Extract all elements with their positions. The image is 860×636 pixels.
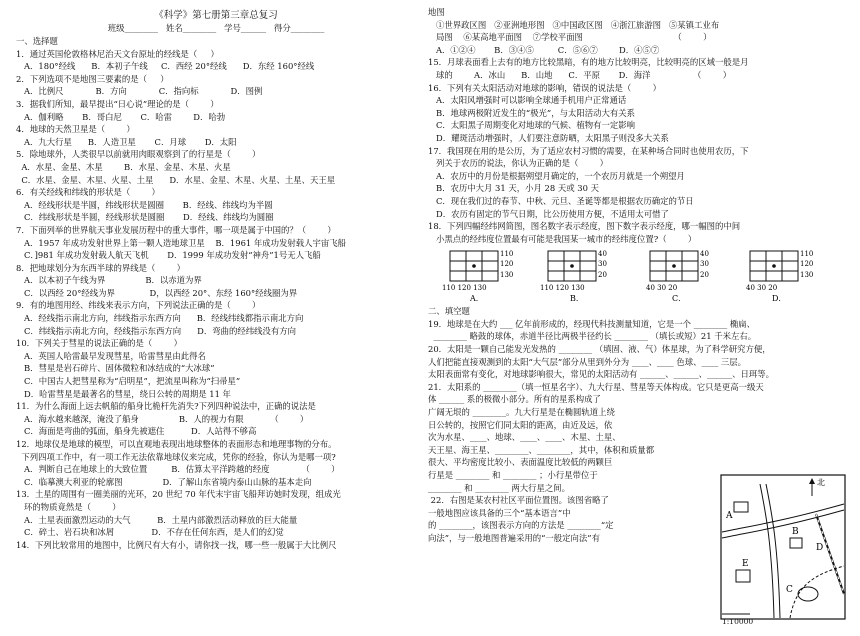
left-line: 2．下列选项不是地图三要素的是（ ） bbox=[16, 73, 169, 84]
map-label-E: E bbox=[742, 559, 749, 569]
right-top-line: C．现在我们过的春节、中秋、元旦、圣诞等都是根据农历确定的节日 bbox=[428, 195, 694, 206]
right-top-line: 球的 A．冰山 B．山地 C．平原 D．海洋 （ ） bbox=[428, 69, 732, 80]
left-line: 10．下列关于彗星的说法正确的是（ ） bbox=[16, 338, 182, 349]
right-column bbox=[428, 6, 850, 545]
right-top-line: 地图 bbox=[428, 7, 445, 17]
right-bottom-line: ________ 和 ________ 两大行星之间。 bbox=[428, 482, 570, 493]
right-bottom-line: 很大、平均密度比较小、表面温度比较低的两颗巨 bbox=[428, 457, 613, 468]
right-top-line: 16．下列有关太阳活动对地球的影响，错误的说法是（ ） bbox=[428, 82, 661, 93]
right-bottom-line: 二、填空题 bbox=[428, 306, 470, 317]
left-line: A．土星表面激烈运动的大气 B．土星内部激烈活动释放的巨大能量 bbox=[16, 514, 298, 525]
map-label-C: C bbox=[786, 585, 793, 595]
svg-text:130: 130 bbox=[500, 271, 514, 280]
right-bottom-line: 太阳表面常有变化，对地球影响很大，常见的太阳活动有 ______、______、______、日珥等。 bbox=[428, 369, 775, 380]
right-top-line: 局图 ⑥某高地平面图 ⑦学校平面图 （ ） bbox=[428, 32, 712, 43]
svg-text:120: 120 bbox=[800, 260, 814, 269]
grid-figures-svg bbox=[428, 247, 848, 305]
map-label-A: A bbox=[726, 511, 733, 521]
grid-A bbox=[442, 250, 513, 292]
north-label: 北 bbox=[817, 478, 825, 487]
svg-text:110: 110 bbox=[500, 250, 514, 259]
left-line: 4．地球的天然卫星是（ ） bbox=[16, 124, 135, 135]
left-line: A．伽利略 B．哥白尼 C．哈雷 D．哈勃 bbox=[16, 111, 226, 122]
left-line: C．纬线指示南北方向，经线指示东西方向 D．弯曲的经纬线没有方向 bbox=[16, 325, 296, 336]
right-bottom-line: 19．地球是在大约 ___ 亿年前形成的，经现代科技测量知道，它是一个 ________ 椭扁、 bbox=[428, 318, 755, 329]
left-line: 12．地球仪是地球的模型，可以直观地表现出地球整体的表面形态和地理事物的分布。 bbox=[16, 439, 337, 449]
right-bottom-line: 人们把能直接观测到的太阳“大气层”部分从里到外分为 ____、____ 色球、____ 三层。 bbox=[428, 356, 747, 367]
lat-long-grid-figures bbox=[428, 247, 850, 304]
right-bottom-line: 日公转的，按照它们同太阳的距离，由近及远，依 bbox=[428, 419, 613, 430]
right-top-line: D．农历有固定的节气日期，比公历使用方便，不适用太可惜了 bbox=[428, 208, 669, 219]
left-line: B．彗星是岩石碎片、固体微粒和冰结成的“大冰球” bbox=[16, 363, 215, 374]
grid-C bbox=[646, 250, 709, 292]
svg-text:20: 20 bbox=[700, 271, 709, 280]
svg-text:30: 30 bbox=[700, 260, 709, 269]
left-line: 14．下列比较常用的地图中，比例尺有大有小，请你找一找，哪一些一般属于大比例尺 bbox=[16, 539, 337, 550]
right-top-line: 18．下列四幅经纬网简图，图名数字表示经度，图下数字表示经度，哪一幅图的中间 bbox=[428, 221, 741, 232]
left-line: A．九大行星 B．人造卫星 C．月球 D．太阳 bbox=[16, 136, 237, 147]
right-bottom-line: 体 ______ 系的极微小部分。所有的星系构成了 bbox=[428, 394, 601, 405]
right-bottom-line: ________ 略鼓的球体，赤道半径比两极半径约长 ________ （填长或短）21 千米左右。 bbox=[428, 331, 757, 342]
svg-text:30: 30 bbox=[598, 260, 607, 269]
left-line: 3．据我们所知，最早提出“日心说”理论的是（ ） bbox=[16, 98, 219, 109]
left-line: C．中国古人把彗星称为“启明星”，把流星叫称为“扫帚星” bbox=[16, 376, 241, 387]
right-bottom-line: 一般地图应该具备的三个“基本语言”中 bbox=[428, 507, 571, 518]
left-line: 8．把地球划分为东西半球的界线是（ ） bbox=[16, 262, 185, 273]
choice-questions-left bbox=[16, 48, 416, 552]
left-line: 11．为什么海面上远去帆船的船身比桅杆先消失?下列四种说法中，正确的说法是 bbox=[16, 401, 316, 412]
svg-text:110: 110 bbox=[800, 250, 814, 259]
left-line: 7．下面列举的世界航天事业发展历程中的重大事件，哪一项是属于中国的？（ ） bbox=[16, 224, 336, 235]
map-label-D: D bbox=[816, 543, 824, 553]
left-column bbox=[16, 6, 416, 551]
left-line: A．判断自己在地球上的大致位置 B．估算太平洋跨越的经度 （ ） bbox=[16, 464, 340, 475]
grid-label-A: A． bbox=[470, 294, 484, 304]
right-bottom-line: 天王星、海王星、________、________，其中，体积和质量都 bbox=[428, 444, 655, 455]
right-top-line: A．①②④ B．③④⑤ C．⑤⑥⑦ D．④⑤⑦ bbox=[428, 44, 660, 55]
left-line: A．以本初子午线为界 B．以赤道为界 bbox=[16, 275, 202, 286]
right-bottom-line: 的 ________，该图表示方向的方法是 ________“定 bbox=[428, 520, 614, 531]
right-top-line: B．农历中大月 31 天，小月 28 天或 30 天 bbox=[428, 183, 599, 194]
left-line: 1．通过英国伦敦格林尼治天文台原址的经线是（ ） bbox=[16, 48, 219, 59]
grid-D bbox=[746, 250, 813, 292]
section-heading-choice: 一、选择题 bbox=[16, 36, 58, 46]
right-top-line: A．太阳风增强时可以影响全球通手机用户正常通话 bbox=[428, 95, 627, 106]
svg-text:40: 40 bbox=[598, 250, 607, 259]
page-title: 《科学》第七册第三章总复习 bbox=[154, 10, 278, 21]
left-line: 环的物质竟然是（ ） bbox=[16, 501, 121, 512]
choice-questions-right bbox=[428, 6, 850, 245]
left-line: 5．除地球外，人类很早以前就用肉眼观察到了的行星是（ ） bbox=[16, 149, 261, 160]
right-top-line: D．耀斑活动增强时，人们要注意防晒，太阳黑子则没多大关系 bbox=[428, 132, 669, 143]
grid-label-D: D． bbox=[772, 294, 787, 304]
right-top-line: A．农历中的月份是根据朔望月确定的，一个农历月就是一个朔望月 bbox=[428, 170, 685, 181]
grid-label-B: B． bbox=[570, 294, 584, 304]
svg-text:40 30 20: 40 30 20 bbox=[746, 284, 778, 293]
left-line: C．以西经 20°经线为界 D，以西经 20°、东经 160°经线圈为界 bbox=[16, 287, 298, 298]
right-top-line: 15．月球表面看上去有的地方比较黑暗，有的地方比较明亮，比较明亮的区域一般是月 bbox=[428, 57, 749, 68]
right-top-line: C．太阳黑子周期变化对地球的气候、植物有一定影响 bbox=[428, 120, 636, 131]
right-top-line: 列关于农历的说法，你认为正确的是（ ） bbox=[428, 158, 609, 169]
left-line: A．英国人哈雷最早发现彗星，哈雷彗星由此得名 bbox=[16, 350, 206, 361]
left-line: A．经线形状是半圆，纬线形状是圆圈 B．经线、纬线均为半圆 bbox=[16, 199, 273, 210]
right-bottom-line: 次为水星、____、地球、____、____、木星、土星、 bbox=[428, 432, 621, 443]
map-label-B: B bbox=[792, 527, 799, 537]
left-line: 13．土星的周围有一圈美丽的光环，20 世纪 70 年代末宇宙飞船拜访她时发现，组成光 bbox=[16, 489, 341, 500]
right-bottom-line: 22．右图是某农村社区平面位置图。该图省略了 bbox=[428, 495, 609, 506]
left-line: A．经线指示南北方向，纬线指示东西方向 B．经线纬线都指示南北方向 bbox=[16, 313, 304, 324]
left-line: C．碎土、岩石块和冰屑 D．不存在任何东西，是人们的幻觉 bbox=[16, 527, 284, 538]
right-top-line: ①世界政区图 ②亚洲地形图 ③中国政区图 ④浙江旅游图 ⑤某镇工业布 bbox=[428, 19, 720, 30]
student-info-line: 班级________ 姓名________ 学号______ 得分________ bbox=[107, 23, 325, 33]
svg-text:120: 120 bbox=[500, 260, 514, 269]
left-line: 6．有关经线和纬线的形状是（ ） bbox=[16, 187, 160, 198]
svg-text:130: 130 bbox=[800, 271, 814, 280]
right-top-line: B．地球两极附近发生的“极光”，与太阳活动大有关系 bbox=[428, 107, 635, 118]
svg-text:40 30 20: 40 30 20 bbox=[646, 284, 678, 293]
right-bottom-line: 21．太阳系的 ________（填一恒星名字）、九大行星、彗星等天体构成。它只是更高一级天 bbox=[428, 381, 764, 392]
right-bottom-line: 向法”，与一般地图普遍采用的“一般定向法”有 bbox=[428, 532, 600, 543]
right-top-line: 17．我国现在用的是公历，为了适应农村习惯的需要，在某种场合同时也使用农历，下 bbox=[428, 145, 749, 156]
community-map-figure bbox=[720, 474, 846, 620]
left-line: A．180°经线 B．本初子午线 C．西经 20°经线 D．东经 160°经线 bbox=[16, 61, 315, 72]
left-line: D．哈雷彗星是最著名的彗星，绕日公转的周期是 11 年 bbox=[16, 388, 231, 399]
grid-B bbox=[540, 250, 607, 292]
left-line: A．水星、金星、木星 B．水星、金星、木星、火星 bbox=[16, 161, 231, 172]
right-bottom-line: 广阔无垠的 ________。九大行星是在椭圆轨道上绕 bbox=[428, 407, 615, 418]
svg-text:20: 20 bbox=[598, 271, 607, 280]
left-line: 9．有的地图用经、纬线来表示方向，下列说法正确的是（ ） bbox=[16, 300, 261, 311]
left-line: C．临摹澳大利亚的轮廓图 D．了解山东省境内泰山山脉的基本走向 bbox=[16, 476, 312, 487]
left-line: 下列四项工作中，有一项工作无法依靠地球仪来完成，凭你的经验，你认为是哪一项? bbox=[16, 451, 336, 462]
right-top-line: 小黑点的经纬度位置最有可能是我国某一城市的经纬度位置?（ ） bbox=[428, 233, 697, 244]
left-line: C．水星、金星、木星、火星、土星 D．水星、金星、木星、火星、土星、天王星 bbox=[16, 174, 336, 185]
map-scale: 1:10000 bbox=[722, 617, 754, 626]
left-line: C．海面是弯曲的弧面，船身先被遮住 D．人站得不够高 bbox=[16, 426, 257, 437]
left-line: A．1957 年成功发射世界上第一颗人造地球卫星 B．1961 年成功发射载人宇宙飞船 bbox=[16, 237, 347, 248]
svg-text:110 120 130: 110 120 130 bbox=[442, 284, 487, 293]
svg-text:40: 40 bbox=[700, 250, 709, 259]
right-bottom-line: 20．太阳是一颗自己能发光发热的 ________ （填固、液、气）体星球，为了科学研究方便， bbox=[428, 344, 771, 355]
right-bottom-line: 行星是 ________ 和 ________ ；小行星带位于 bbox=[428, 470, 598, 480]
left-line: C．]981 年成功发射载人航天飞机 D．1999 年成功发射“神舟”1号无人飞船 bbox=[16, 250, 321, 261]
left-line: A．比例尺 B．方向 C．指向标 D．图例 bbox=[16, 86, 263, 97]
grid-label-C: C． bbox=[672, 294, 687, 304]
left-line: A．海水越来越深，淹没了船身 B．人的视力有限 （ ） bbox=[16, 413, 309, 424]
svg-text:110 120 130: 110 120 130 bbox=[540, 284, 585, 293]
community-map-svg bbox=[720, 474, 846, 620]
left-line: C．纬线形状是半圆，经线形状是圆圈 D．经线、纬线均为圆圈 bbox=[16, 212, 274, 223]
